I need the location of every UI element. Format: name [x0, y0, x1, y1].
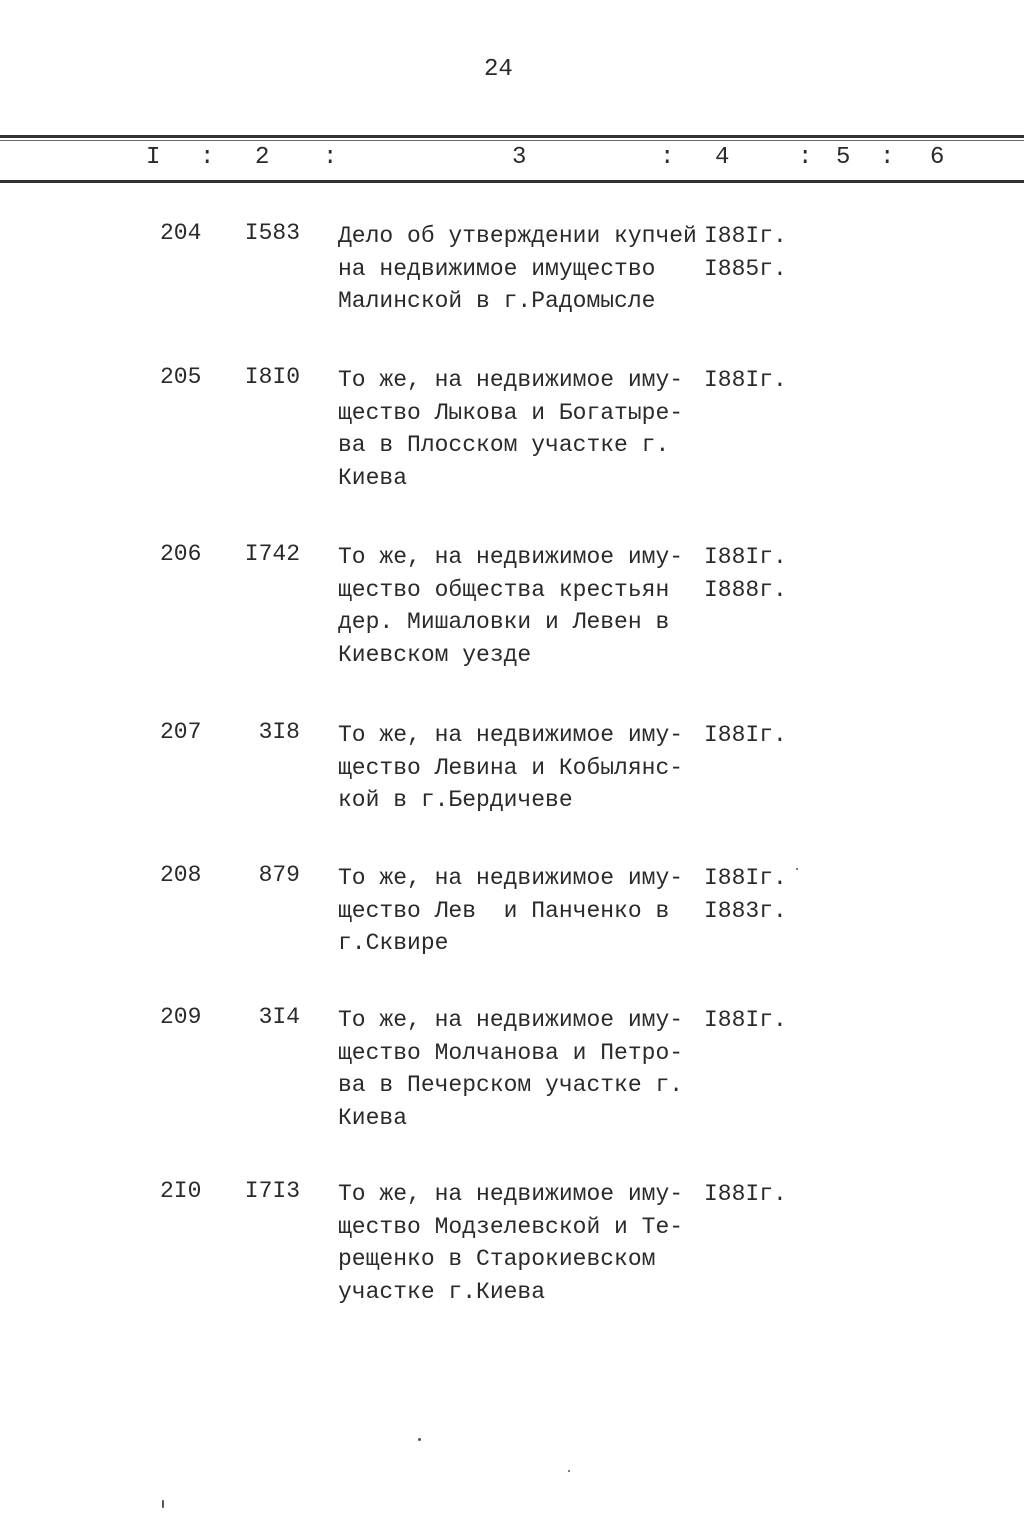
row-number: 209 [160, 1004, 202, 1030]
scan-speck [568, 1470, 570, 1472]
column-separator: : [200, 144, 215, 171]
row-number: 204 [160, 220, 202, 246]
row-description: То же, на недвижимое иму- щество общества крестьян дер. Мишаловки и Левен в Киевском уезде [338, 544, 684, 668]
row-reference: I583 [244, 220, 300, 246]
row-number: 207 [160, 719, 202, 745]
row-reference: I7I3 [244, 1178, 300, 1204]
row-reference: 3I4 [258, 1004, 300, 1030]
column-header-6: 6 [930, 144, 945, 171]
row-number: 208 [160, 862, 202, 888]
row-description: То же, на недвижимое иму- щество Лев и Панченко в г.Сквире [338, 865, 684, 956]
row-number: 206 [160, 541, 202, 567]
row-dates: I88Iг. [704, 722, 787, 748]
column-header-2: 2 [255, 144, 270, 171]
column-separator: : [880, 144, 895, 171]
row-number: 2I0 [160, 1178, 202, 1204]
row-reference: 3I8 [258, 719, 300, 745]
column-header-5: 5 [836, 144, 851, 171]
column-header-4: 4 [715, 144, 730, 171]
page-number: 24 [484, 56, 513, 83]
row-dates: I88Iг. [704, 1181, 787, 1207]
column-separator: : [660, 144, 675, 171]
column-separator: : [798, 144, 813, 171]
row-dates: I88Iг. I885г. [704, 223, 787, 282]
column-header-3: 3 [512, 144, 527, 171]
row-reference: 879 [258, 862, 300, 888]
row-description: То же, на недвижимое иму- щество Левина и Кобылянс- кой в г.Бердичеве [338, 722, 684, 813]
row-description: То же, на недвижимое иму- щество Модзелевской и Те- рещенко в Старокиевском участке г.Киева [338, 1181, 684, 1305]
row-description: Дело об утверждении купчей на недвижимое имущество Малинской в г.Радомысле [338, 223, 697, 314]
row-reference: I742 [244, 541, 300, 567]
row-number: 205 [160, 364, 202, 390]
row-description: То же, на недвижимое иму- щество Молчанова и Петро- ва в Печерском участке г. Киева [338, 1007, 684, 1131]
scan-speck [418, 1438, 421, 1441]
header-rule-top-thin [0, 140, 1024, 141]
column-separator: : [323, 144, 338, 171]
row-dates: I88Iг. [704, 1007, 787, 1033]
row-dates: I88Iг. I883г. [704, 865, 787, 924]
header-rule-bottom [0, 180, 1024, 183]
row-reference: I8I0 [244, 364, 300, 390]
row-dates: I88Iг. [704, 367, 787, 393]
header-rule-top [0, 135, 1024, 138]
column-header-1: I [146, 144, 161, 171]
scan-speck [162, 1500, 164, 1508]
row-dates: I88Iг. I888г. [704, 544, 787, 603]
scan-speck [796, 868, 798, 870]
row-description: То же, на недвижимое иму- щество Лыкова и Богатыре- ва в Плосском участке г. Киева [338, 367, 684, 491]
